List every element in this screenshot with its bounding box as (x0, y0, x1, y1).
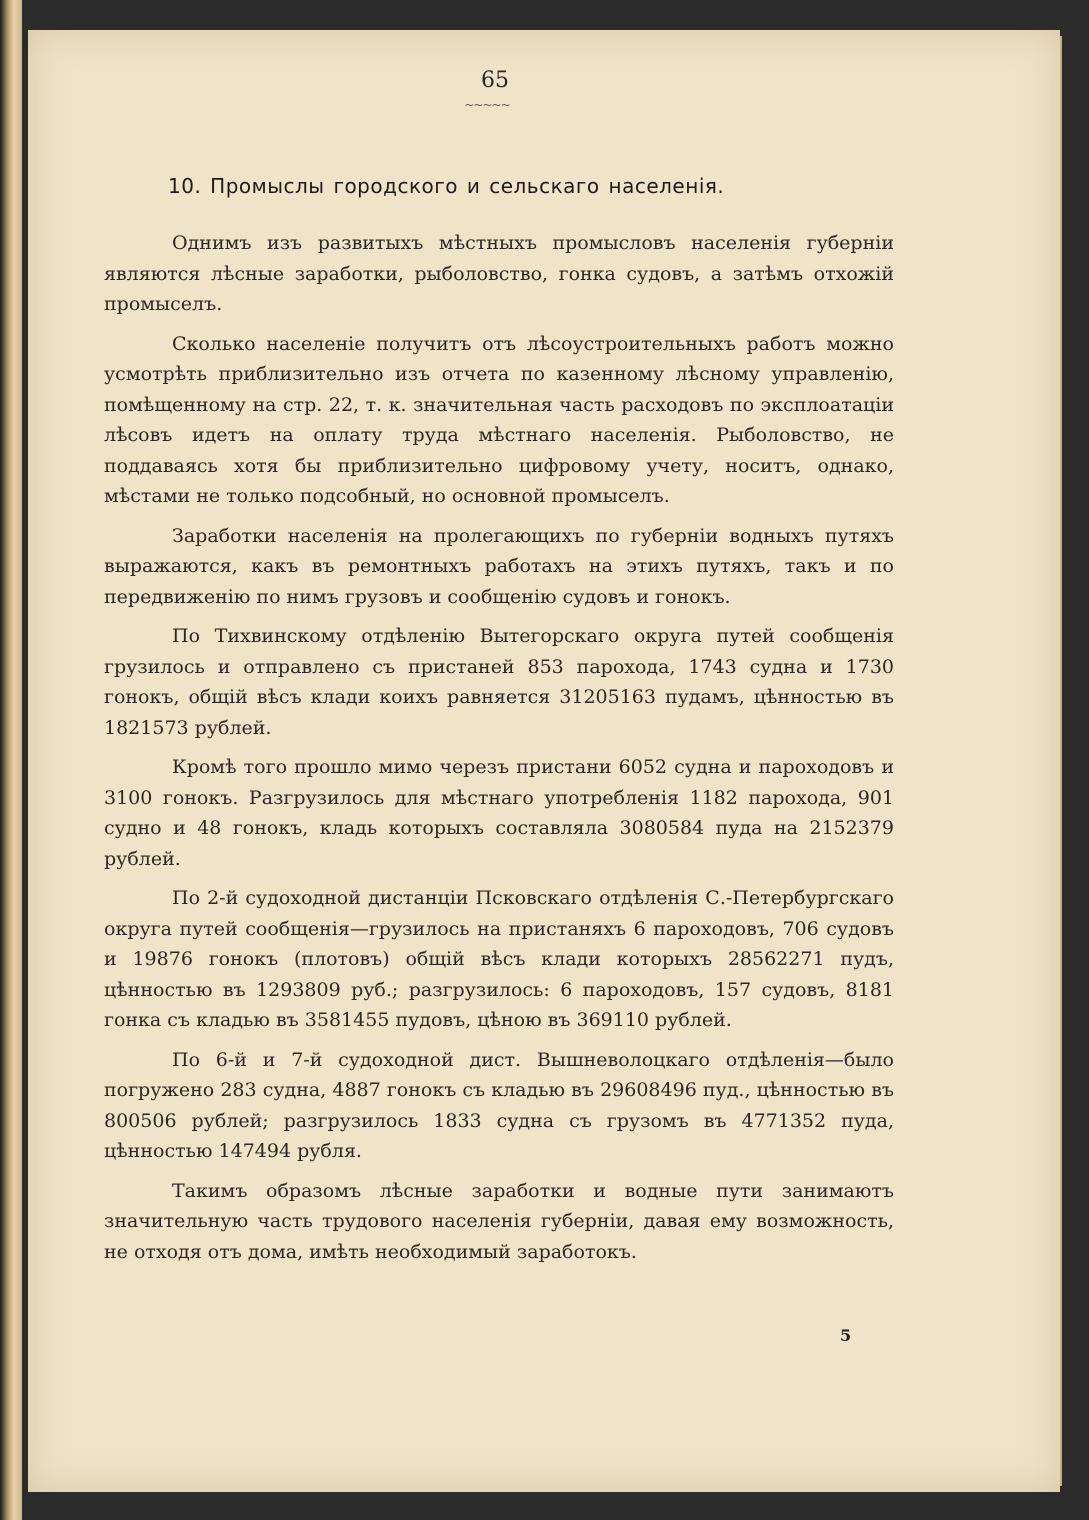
paragraph: По 6-й и 7-й судоходной дист. Вышневолоцкаго отдѣленія—было погружено 283 судна, 4887 гонокъ съ кладью въ 29608496 пуд., цѣнностью въ 800506 рублей; разгрузилось 1833 судна съ грузомъ въ 4771352 пуда, цѣнностью 147494 рубля. (104, 1048, 894, 1162)
paragraph: По Тихвинскому отдѣленію Вытегорскаго округа путей сообщенія грузилось и отправлено съ пристаней 853 парохода, 1743 судна и 1730 гонокъ, общій вѣсъ клади коихъ равняется 31205163 пудамъ, цѣнностью въ 1821573 рублей. (104, 625, 894, 739)
paragraph: Заработки населенія на пролегающихъ по губерніи водныхъ путяхъ выражаются, какъ въ ремонтныхъ работахъ на этихъ путяхъ, такъ и по передвиженію по нимъ грузовъ и сообщенію судовъ и гонокъ. (104, 524, 894, 608)
paragraph: Сколько населеніе получитъ отъ лѣсоустроительныхъ работъ можно усмотрѣть приблизительно изъ отчета по казенному лѣсному управленію, помѣщенному на стр. 22, т. к. значительная часть расходовъ по эксплоатаціи лѣсовъ идетъ на оплату труда мѣстнаго населенія. Рыболовство, не поддаваясь хотя бы приблизительно цифровому учету, носитъ, однако, мѣстами не только подсобный, но основной промыселъ. (104, 332, 894, 507)
paragraph: Кромѣ того прошло мимо черезъ пристани 6052 судна и пароходовъ и 3100 гонокъ. Разгрузилось для мѣстнаго употребленія 1182 парохода, 901 судно и 48 гонокъ, кладь которыхъ составляла 3080584 пуда на 2152379 рублей. (104, 756, 894, 870)
section-title: 10. Промыслы городского и сельскаго населенія. (168, 174, 725, 198)
signature-mark: 5 (840, 1326, 852, 1345)
page-number: 65 (481, 68, 509, 93)
body-text (104, 228, 894, 1276)
page-number-ornament: ~~~~~ (464, 98, 510, 112)
paragraph: По 2-й судоходной дистанціи Псковскаго отдѣленія С.-Петербургскаго округа путей сообщенія—грузилось на пристаняхъ 6 пароходовъ, 706 судовъ и 19876 гонокъ (плотовъ) общій вѣсъ клади которыхъ 28562271 пудъ, цѣнностью въ 1293809 руб.; разгрузилось: 6 пароходовъ, 157 судовъ, 8181 гонка съ кладью въ 3581455 пудовъ, цѣною въ 369110 рублей. (104, 887, 894, 1031)
paragraph: Однимъ изъ развитыхъ мѣстныхъ промысловъ населенія губерніи являются лѣсные заработки, рыболовство, гонка судовъ, а затѣмъ отхожій промыселъ. (104, 232, 894, 315)
book-spine-edge (0, 0, 22, 1520)
paragraph: Такимъ образомъ лѣсные заработки и водные пути занимаютъ значительную часть трудового населенія губерніи, давая ему возможность, не отходя отъ дома, имѣть необходимый заработокъ. (104, 1179, 894, 1263)
